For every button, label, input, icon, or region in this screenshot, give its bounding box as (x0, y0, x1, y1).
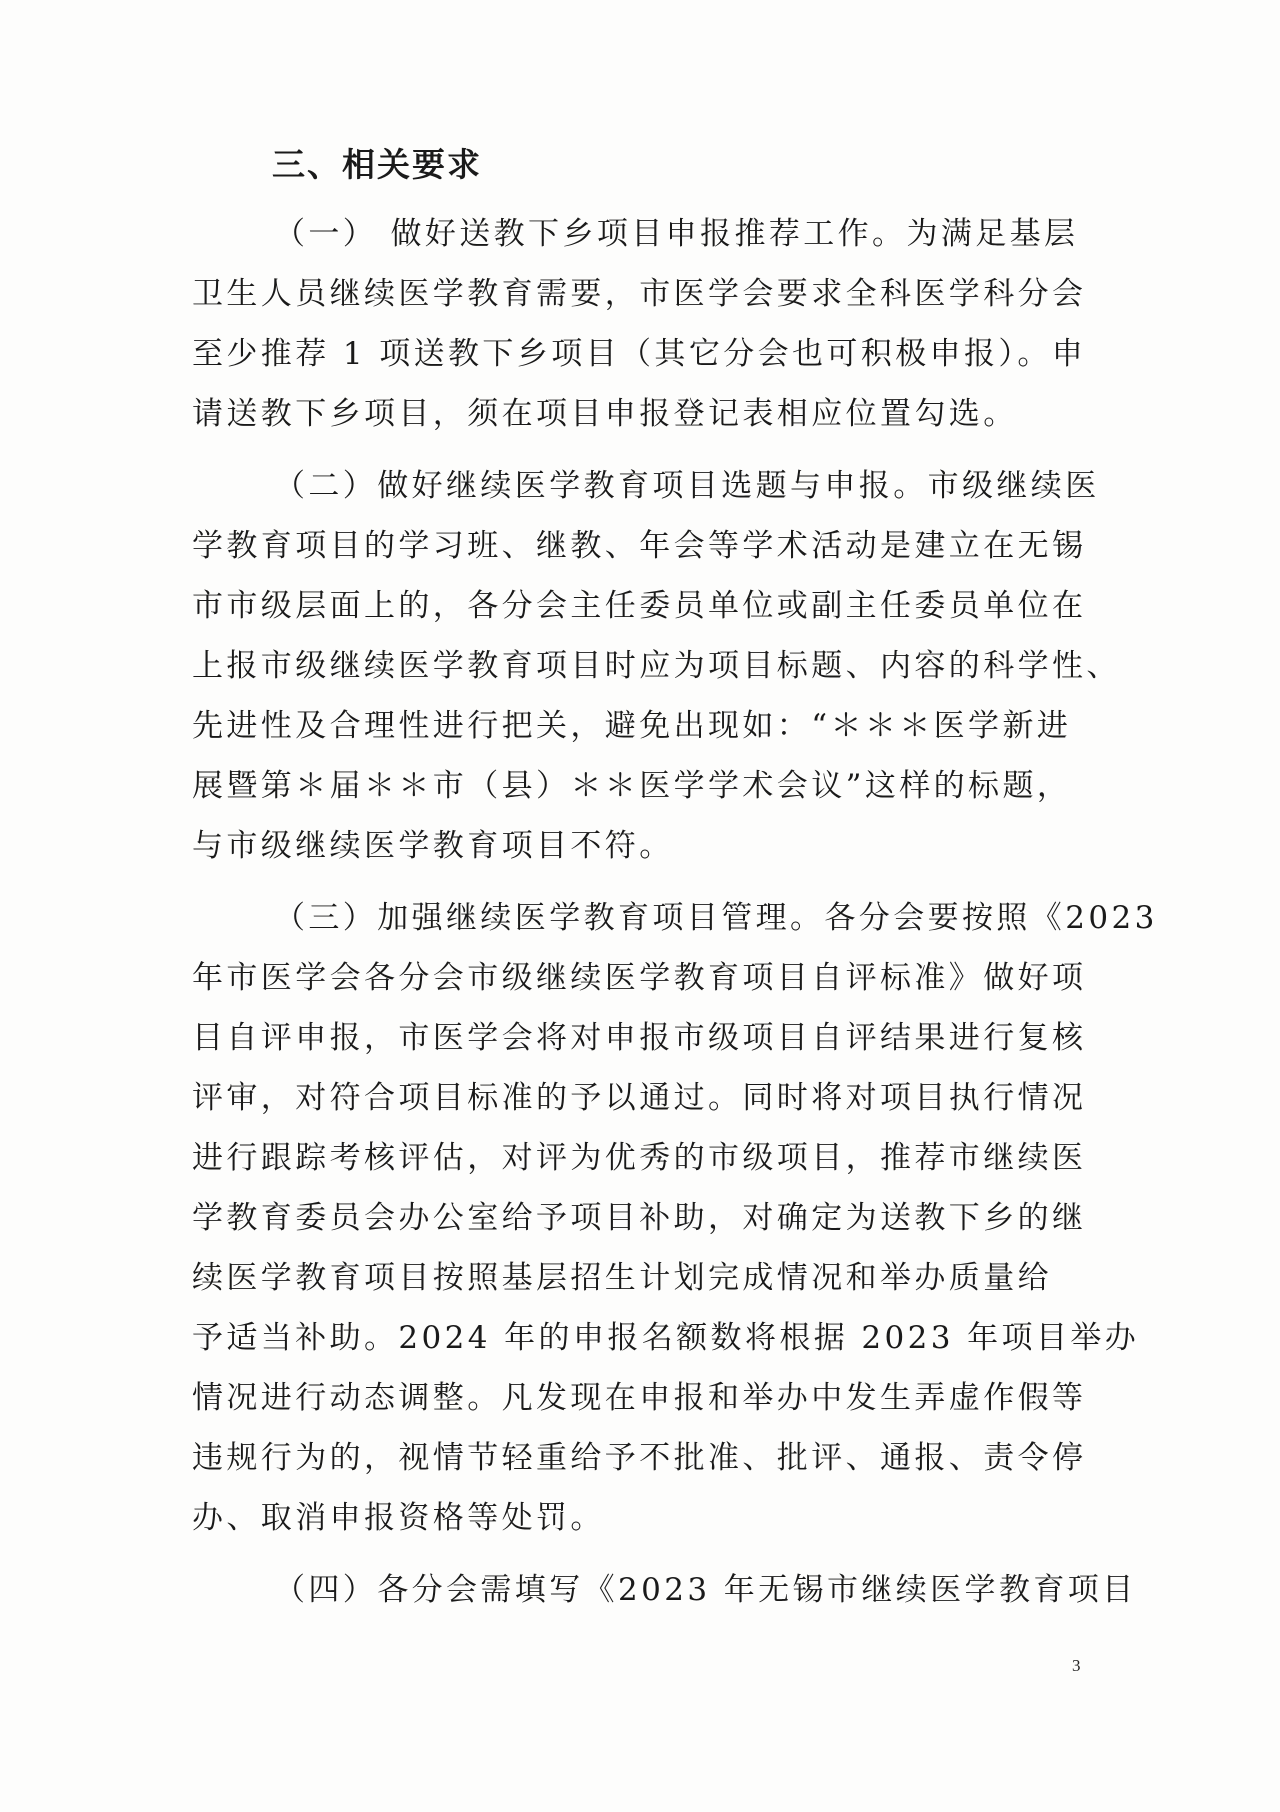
paragraph-line: 续医学教育项目按照基层招生计划完成情况和举办质量给 (192, 1260, 1052, 1296)
paragraph-line: 情况进行动态调整。凡发现在申报和举办中发生弄虚作假等 (192, 1380, 1087, 1416)
document-body (192, 140, 1158, 1632)
paragraph-line: 予适当补助。2024 年的申报名额数将根据 2023 年项目举办 (192, 1320, 1140, 1356)
paragraph-line: 市市级层面上的，各分会主任委员单位或副主任委员单位在 (192, 588, 1087, 624)
paragraph-line: 上报市级继续医学教育项目时应为项目标题、内容的科学性、 (192, 648, 1121, 684)
paragraph-3 (192, 888, 1158, 1548)
section-heading: 三、相关要求 (272, 145, 482, 184)
paragraph-line: 学教育项目的学习班、继教、年会等学术活动是建立在无锡 (192, 528, 1087, 564)
paragraph-line: 进行跟踪考核评估，对评为优秀的市级项目，推荐市继续医 (192, 1140, 1087, 1176)
paragraph-line: 先进性及合理性进行把关，避免出现如：“＊＊＊医学新进 (192, 708, 1072, 744)
paragraph-line: 目自评申报，市医学会将对申报市级项目自评结果进行复核 (192, 1020, 1087, 1056)
paragraph-line: 与市级继续医学教育项目不符。 (192, 828, 674, 864)
paragraph-line: 展暨第＊届＊＊市（县）＊＊医学学术会议”这样的标题， (192, 768, 1072, 804)
paragraph-line: 违规行为的，视情节轻重给予不批准、批评、通报、责令停 (192, 1440, 1087, 1476)
paragraph-line: 学教育委员会办公室给予项目补助，对确定为送教下乡的继 (192, 1200, 1087, 1236)
page-number: 3 (1072, 1656, 1081, 1675)
paragraph-line: 卫生人员继续医学教育需要，市医学会要求全科医学科分会 (192, 276, 1087, 312)
paragraph-line: 至少推荐 1 项送教下乡项目（其它分会也可积极申报）。申 (192, 336, 1087, 372)
paragraph-2 (192, 456, 1121, 876)
paragraph-1 (192, 204, 1097, 444)
paragraph-line: 年市医学会各分会市级继续医学教育项目自评标准》做好项 (192, 960, 1087, 996)
paragraph-line: （四）各分会需填写《2023 年无锡市继续医学教育项目 (274, 1572, 1137, 1608)
paragraph-line: 请送教下乡项目，须在项目申报登记表相应位置勾选。 (192, 396, 1018, 432)
paragraph-line: （二）做好继续医学教育项目选题与申报。市级继续医 (274, 468, 1100, 504)
paragraph-4 (192, 1560, 1137, 1620)
paragraph-line: （一） 做好送教下乡项目申报推荐工作。为满足基层 (274, 216, 1079, 252)
paragraph-line: （三）加强继续医学教育项目管理。各分会要按照《2023 (274, 900, 1158, 936)
paragraph-line: 办、取消申报资格等处罚。 (192, 1500, 605, 1536)
paragraph-line: 评审，对符合项目标准的予以通过。同时将对项目执行情况 (192, 1080, 1087, 1116)
